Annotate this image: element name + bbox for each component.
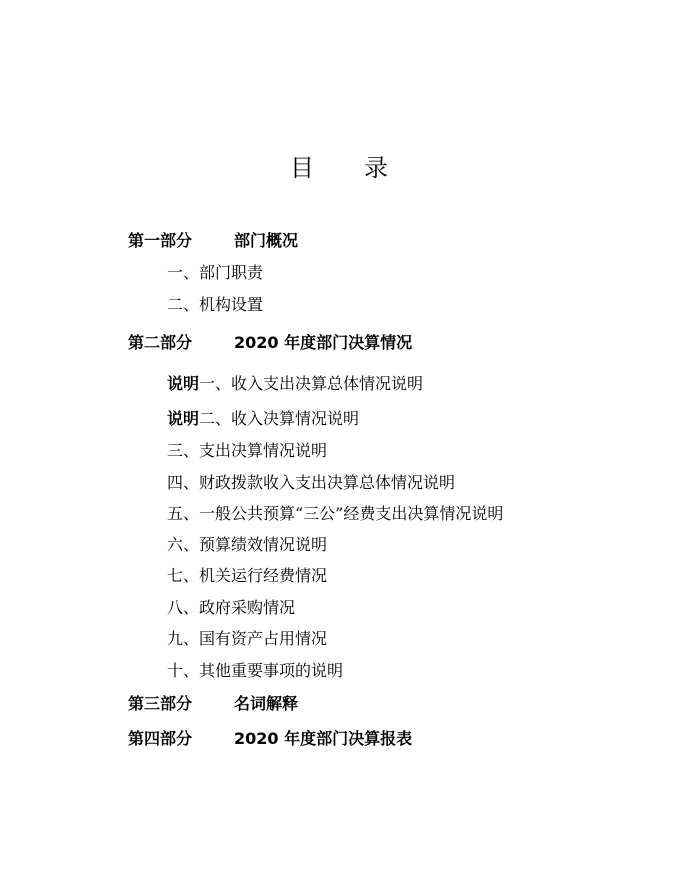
toc-item-income-expenditure-overall[interactable] — [167, 374, 423, 394]
item-text: 四、财政拨款收入支出决算总体情况说明 — [167, 473, 456, 492]
toc-item-performance[interactable] — [167, 535, 327, 555]
item-text: 七、机关运行经费情况 — [167, 566, 328, 585]
item-prefix: 说明 — [167, 374, 200, 393]
item-text: 五、一般公共预算“三公”经费支出决算情况说明 — [167, 504, 504, 523]
toc-part-2[interactable] — [128, 333, 412, 353]
item-text: 二、收入决算情况说明 — [199, 409, 360, 428]
item-text: 三、支出决算情况说明 — [167, 441, 328, 460]
toc-part-4[interactable] — [128, 729, 412, 749]
toc-part-1[interactable] — [128, 231, 298, 251]
item-prefix: 说明 — [167, 409, 200, 428]
item-text: 一、部门职责 — [167, 263, 264, 282]
item-text: 九、国有资产占用情况 — [167, 629, 328, 648]
item-text: 十、其他重要事项的说明 — [167, 661, 344, 680]
toc-item-fiscal-allocation[interactable] — [167, 473, 455, 493]
toc-part-3[interactable] — [128, 694, 298, 714]
part-name: 2020 年度部门决算报表 — [234, 729, 413, 748]
toc-item-procurement[interactable] — [167, 598, 295, 618]
title-char-1: 目 — [290, 154, 316, 182]
part-label: 第二部分 — [128, 333, 193, 352]
item-text: 八、政府采购情况 — [167, 598, 296, 617]
toc-item-three-public-expenses[interactable] — [167, 504, 503, 524]
title-char-2: 录 — [364, 154, 390, 182]
part-label: 第三部分 — [128, 694, 193, 713]
toc-item-income[interactable] — [167, 409, 359, 429]
toc-item-operating-costs[interactable] — [167, 566, 327, 586]
toc-item-department-duties[interactable] — [167, 263, 263, 283]
part-name: 2020 年度部门决算情况 — [234, 333, 413, 352]
toc-item-organization[interactable] — [167, 295, 263, 315]
toc-item-other-matters[interactable] — [167, 661, 343, 681]
item-text: 二、机构设置 — [167, 295, 264, 314]
part-label: 第四部分 — [128, 729, 193, 748]
item-text: 一、收入支出决算总体情况说明 — [199, 374, 424, 393]
part-label: 第一部分 — [128, 231, 193, 250]
part-name: 部门概况 — [234, 231, 299, 250]
part-name: 名词解释 — [234, 694, 299, 713]
toc-item-state-assets[interactable] — [167, 629, 327, 649]
item-text: 六、预算绩效情况说明 — [167, 535, 328, 554]
toc-item-expenditure[interactable] — [167, 441, 327, 461]
